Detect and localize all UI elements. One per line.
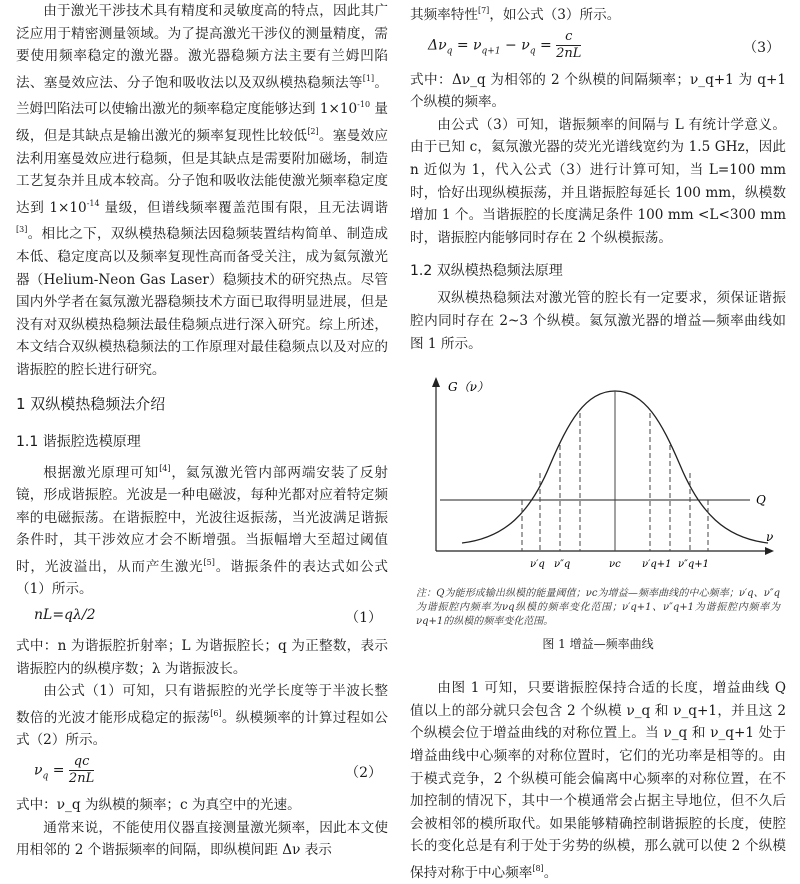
right-column xyxy=(410,0,786,884)
figure-note: 注：Q为能形成输出纵模的能量阈值；νc为增益—频率曲线的中心频率；ν′q、ν″q为谐振腔内频率为νq纵模的频率变化范围；ν′q+1、ν″q+1为谐振腔内频率为νq+1的纵模的频率变化范围。 xyxy=(416,588,780,628)
cavity-length-paragraph: 由公式（3）可知，谐振频率的间隔与 L 有统计学意义。由于已知 c，氦氖激光器的荧光光谱线宽约为 1.5 GHz，因此 n 近似为 1，代入公式（3）进行计算可知，当 L=100 mm 时，恰好出现纵模振荡，并且谐振腔每延长 100 mm，纵模数增加 1 个。当谐振腔的长度满足条件 100 mm <L<300 mm 时，谐振腔内能够同时存在 2 个纵模振荡。 xyxy=(410,116,786,246)
mode-frequency-paragraph: 由公式（1）可知，只有谐振腔的光学长度等于半波长整数倍的光波才能形成稳定的振荡[6]。纵模频率的计算过程如公式（2）所示。 xyxy=(16,683,389,749)
tick-label-vc: νc xyxy=(609,559,621,571)
figure-analysis-paragraph: 由图 1 可知，只要谐振腔保持合适的长度，增益曲线 Q 值以上的部分就只会包含 2 个纵模 ν_q 和 ν_q+1，并且这 2 个纵模会位于增益曲线的对称位置上。当 ν_q 和 ν_q+1 处于增益曲线中心频率的对称位置时，它们的光功率是相等的。由于模式竞争，2 个纵模可能会偏离中心频率的对称位置，在不加控制的情况下，其中一个模通常会占据主导地位，但不久后会被相邻的模所取代。如果能够精确控制谐振腔的长度，使腔长的变化总是有利于处于劣势的纵模，那么就可以使 2 个纵模保持对称于中心频率[8]。 xyxy=(410,680,786,881)
y-axis-label: G（ν） xyxy=(448,380,489,395)
intro-paragraph: 由于激光干涉技术具有精度和灵敏度高的特点，因此其广泛应用于精密测量领域。为了提高激光干涉仪的测量精度，需要使用频率稳定的激光器。激光器稳频方法主要有兰姆凹陷法、塞曼效应法、分子饱和吸收法以及双纵模热稳频法等[1]。兰姆凹陷法可以使输出激光的频率稳定度能够达到 $1\times 10^{-10}$ 量级，但是其缺点是输出激光的频率复现性比较低[2]。塞曼效应法利用塞曼效应进行稳频，但是其缺点是需要附加磁场，制造工艺复杂并且成本较高。分子饱和吸收法能使激光频率稳定度达到 $1\times 10^{-14}$ 量级，但谱线频率覆盖范围有限，且无法调谐[3]。相比之下，双纵模热稳频法因稳频装置结构简单、制造成本低、稳定度高以及频率复现性高而备受关注，成为氦氖激光器（Helium-Neon Gas Laser）稳频技术的研究热点。尽管国内外学者在氦氖激光器稳频技术方面已取得明显进展，但是没有对双纵模热稳频法最佳稳频点进行深入研究。综上所述，本文结合双纵模热稳频法的工作原理对最佳稳频点以及对应的谐振腔的腔长进行研究。 xyxy=(16,3,389,378)
y-axis-arrow xyxy=(432,377,440,387)
equation-3: $\Delta\nu_q = \nu_{q+1} - \nu_q$ = $\frac{c}{2nL}$ （3） xyxy=(428,28,780,61)
tick-label-vq-double-prime: ν″q xyxy=(554,559,571,571)
mode-spacing-paragraph: 通常来说，不能使用仪器直接测量激光频率，因此本文使用相邻的 2 个谐振频率的间隔，即纵模间距 Δν 表示 xyxy=(16,819,388,859)
equation-1: nL=qλ/2 （1） xyxy=(34,607,382,627)
principle-paragraph: 双纵模热稳频法对激光管的腔长有一定要求，须保证谐振腔内同时存在 2~3 个纵模。氦氖激光器的增益—频率曲线如图 1 所示。 xyxy=(410,290,786,352)
figure-caption: 图 1 增益—频率曲线 xyxy=(542,637,654,652)
equation-2: $\nu_q$ = $\frac{qc}{2nL}$ （2） xyxy=(34,754,382,787)
equation-3-explanation: 式中：Δν_q 为相邻的 2 个纵模的间隔频率；ν_q+1 为 q+1 个纵模的频率。 xyxy=(410,71,786,111)
threshold-label: Q xyxy=(756,493,766,508)
gain-curve-diagram xyxy=(410,373,786,583)
tick-label-vq1-double-prime: ν″q+1 xyxy=(678,559,709,571)
tick-label-vq-prime: ν′q xyxy=(530,559,545,571)
resonator-paragraph: 根据激光原理可知[4]，氦氖激光管内部两端安装了反射镜，形成谐振腔。光波是一种电磁波，每种光都对应着特定频率的电磁振荡。在谐振腔中，光波往返振荡，当光波满足谐振条件时，其干涉效应才会不断增强。当振幅增大至超过阈值时，光波溢出，从而产生激光[5]。谐振条件的表达式如公式（1）所示。 xyxy=(16,463,389,598)
equation-2-explanation: 式中：ν_q 为纵模的频率；c 为真空中的光速。 xyxy=(16,797,301,814)
left-column xyxy=(16,0,388,862)
subsection-heading-1-2: 1.2 双纵模热稳频法原理 xyxy=(410,263,563,280)
x-axis-arrow xyxy=(765,547,774,555)
continued-paragraph: 其频率特性[7]，如公式（3）所示。 xyxy=(410,6,621,23)
x-axis-label: ν xyxy=(766,530,774,545)
gain-frequency-figure xyxy=(410,373,786,677)
equation-1-explanation: 式中：n 为谐振腔折射率；L 为谐振腔长；q 为正整数，表示谐振腔内的纵模序数；λ 为谐振波长。 xyxy=(16,638,388,677)
section-heading-1: 1 双纵模热稳频法介绍 xyxy=(16,394,166,413)
subsection-heading-1-1: 1.1 谐振腔选模原理 xyxy=(16,433,141,450)
tick-label-vq1-prime: ν′q+1 xyxy=(642,559,672,571)
